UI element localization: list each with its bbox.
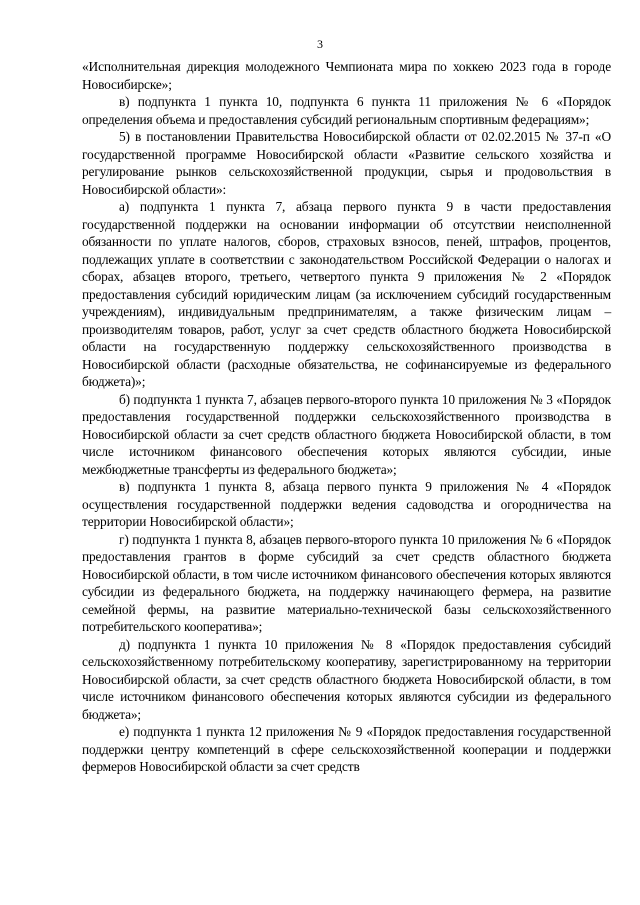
paragraph: 5) в постановлении Правительства Новосибирской области от 02.02.2015 № 37-п «О государственной программе Новосибирской области «Развитие сельского хозяйства и регулирование рынков сельскохозяйственной продукции, сырья и продовольствия в Новосибирской области»: bbox=[82, 129, 611, 197]
page-number: 3 bbox=[317, 37, 323, 51]
paragraph: д) подпункта 1 пункта 10 приложения № 8 «Порядок предоставления субсидий сельскохозяйственному потребительскому кооперативу, зарегистрированному на территории Новосибирской области, за счет средств областного бюджета Новосибирской области, в том числе источником финансового обеспечения которых являются субсидии из федерального бюджета»; bbox=[82, 636, 611, 722]
paragraph: г) подпункта 1 пункта 8, абзацев первого-второго пункта 10 приложения № 6 «Порядок предоставления грантов в форме субсидий за счет средств областного бюджета Новосибирской области, в том числе источником финансового обеспечения которых являются субсидии из федерального бюджета, на поддержку начинающего фермера, на развитие семейной фермы, на развитие материально-технической базы сельскохозяйственного потребительского кооператива»; bbox=[82, 531, 611, 634]
paragraph: «Исполнительная дирекция молодежного Чемпионата мира по хоккею 2023 года в городе Новосибирске»; bbox=[82, 59, 611, 92]
paragraph: в) подпункта 1 пункта 8, абзаца первого пункта 9 приложения № 4 «Порядок осуществления государственной поддержки ведения садоводства и огородничества на территории Новосибирской области»; bbox=[82, 479, 611, 529]
document-body bbox=[82, 58, 611, 776]
paragraph: е) подпункта 1 пункта 12 приложения № 9 «Порядок предоставления государственной поддержки центру компетенций в сфере сельскохозяйственной кооперации и поддержки фермеров Новосибирской области за счет средств bbox=[82, 724, 611, 774]
paragraph: б) подпункта 1 пункта 7, абзацев первого-второго пункта 10 приложения № 3 «Порядок предоставления государственной поддержки сельскохозяйственного производства в Новосибирской области за счет средств областного бюджета Новосибирской области, в том числе источником финансового обеспечения которых являются субсидии, иные межбюджетные трансферты из федерального бюджета»; bbox=[82, 391, 611, 477]
paragraph: а) подпункта 1 пункта 7, абзаца первого пункта 9 в части предоставления государственной поддержки на основании информации об отсутствии неисполненной обязанности по уплате налогов, сборов, страховых взносов, пеней, штрафов, процентов, подлежащих уплате в соответствии с законодательством Российской Федерации о налогах и сборах, абзацев второго, третьего, четвертого пункта 9 приложения № 2 «Порядок предоставления субсидий юридическим лицам (за исключением субсидий государственным учреждениям), индивидуальным предпринимателям, а также физическим лицам – производителям товаров, работ, услуг за счет средств областного бюджета Новосибирской области на государственную поддержку сельскохозяйственного производства в Новосибирской области (расходные обязательства, не софинансируемые из федерального бюджета)»; bbox=[82, 199, 611, 389]
paragraph: в) подпункта 1 пункта 10, подпункта 6 пункта 11 приложения № 6 «Порядок определения объема и предоставления субсидий региональным спортивным федерациям»; bbox=[82, 94, 611, 127]
